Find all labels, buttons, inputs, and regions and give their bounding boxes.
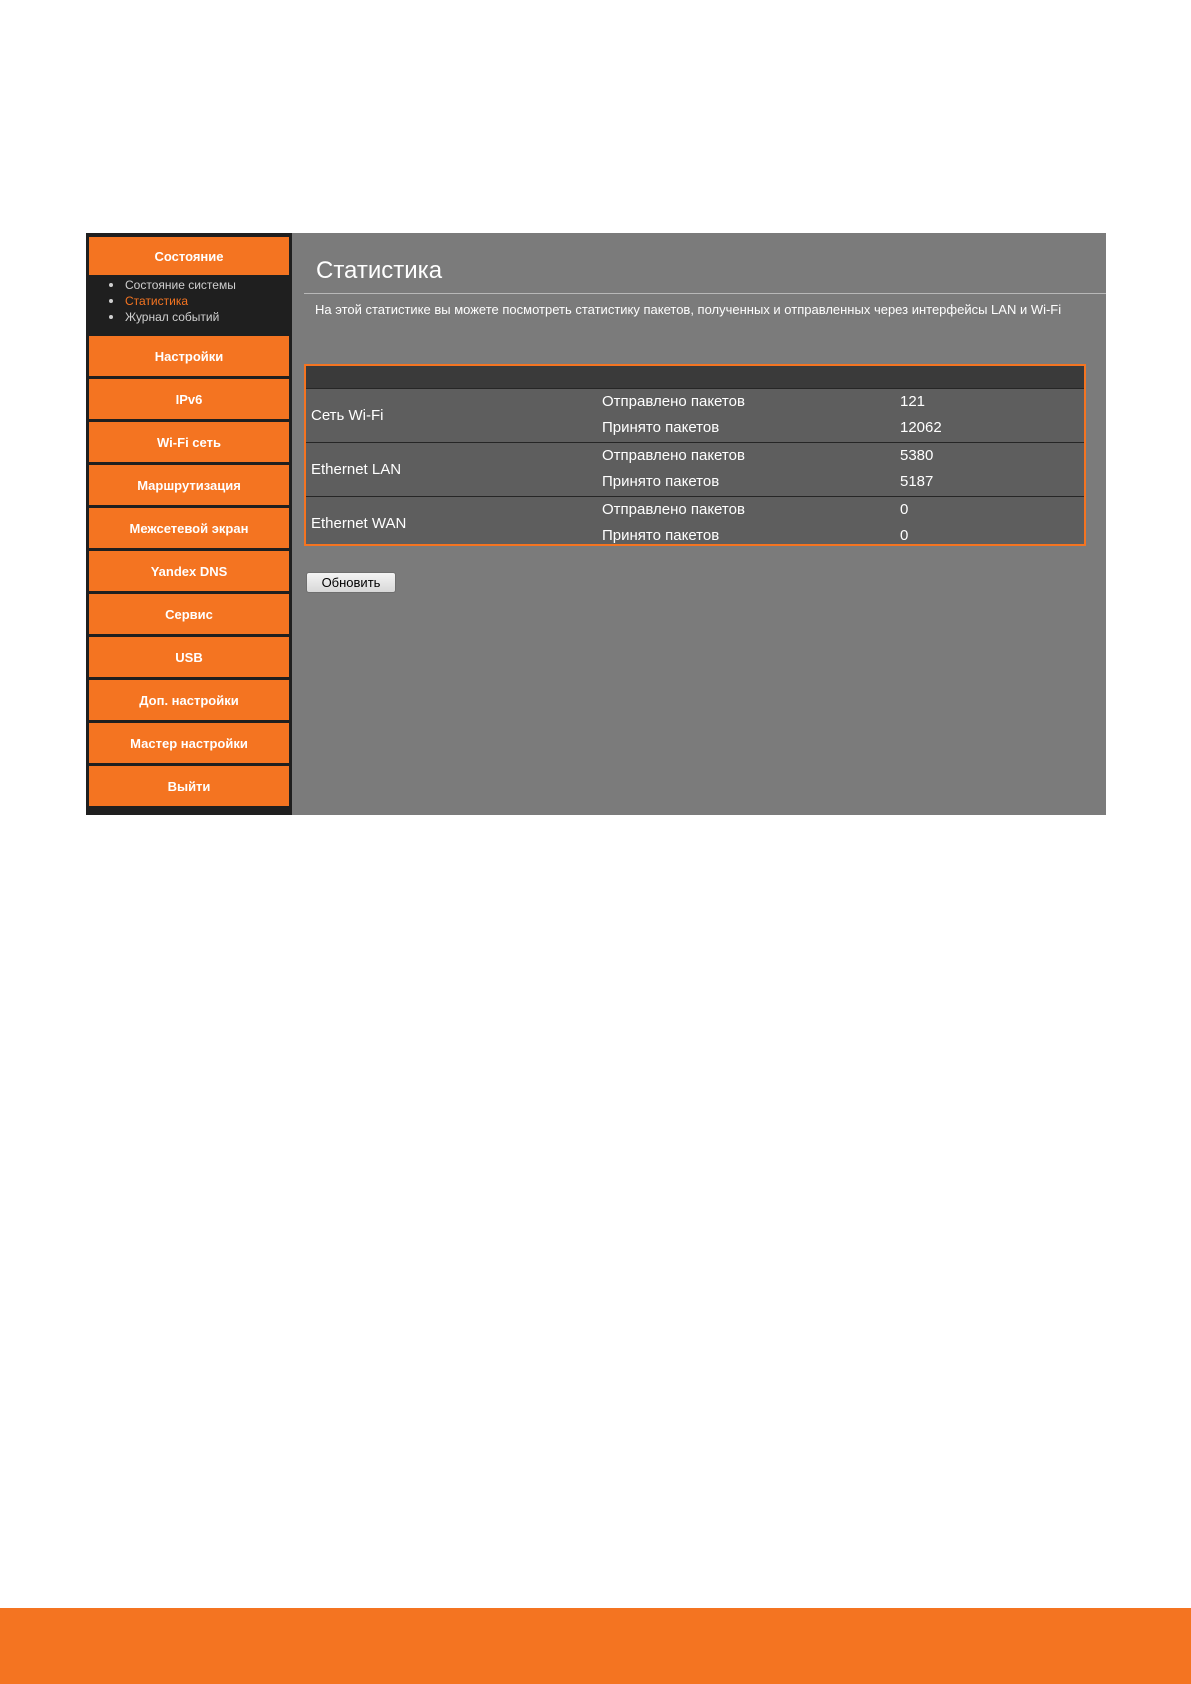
nav-firewall[interactable]: Межсетевой экран bbox=[89, 508, 289, 548]
metric-label: Принято пакетов bbox=[602, 419, 720, 436]
nav-settings[interactable]: Настройки bbox=[89, 336, 289, 376]
interface-name: Ethernet LAN bbox=[311, 461, 402, 478]
table-row-ethernet-wan bbox=[306, 496, 1084, 550]
page-description: На этой статистике вы можете посмотреть статистику пакетов, полученных и отправленных через интерфейсы LAN и Wi-Fi bbox=[315, 302, 1062, 317]
interface-name: Ethernet WAN bbox=[311, 515, 407, 532]
nav-status[interactable]: Состояние bbox=[89, 237, 289, 275]
metric-value: 0 bbox=[900, 527, 909, 544]
nav-advanced-settings[interactable]: Доп. настройки bbox=[89, 680, 289, 720]
page-title: Статистика bbox=[316, 257, 443, 284]
nav-logout[interactable]: Выйти bbox=[89, 766, 289, 806]
nav-yandex-dns[interactable]: Yandex DNS bbox=[89, 551, 289, 591]
metric-label: Отправлено пакетов bbox=[602, 393, 745, 410]
submenu-item-event-log[interactable]: Журнал событий bbox=[86, 309, 292, 325]
metric-label: Принято пакетов bbox=[602, 473, 720, 490]
nav-service[interactable]: Сервис bbox=[89, 594, 289, 634]
table-row-ethernet-lan bbox=[306, 442, 1084, 496]
nav-setup-wizard[interactable]: Мастер настройки bbox=[89, 723, 289, 763]
title-divider bbox=[304, 293, 1106, 294]
metric-value: 5187 bbox=[900, 473, 934, 490]
nav-ipv6[interactable]: IPv6 bbox=[89, 379, 289, 419]
interface-name: Сеть Wi-Fi bbox=[311, 407, 384, 424]
submenu-item-system-status[interactable]: Состояние системы bbox=[86, 277, 292, 293]
metric-label: Отправлено пакетов bbox=[602, 447, 745, 464]
main-content bbox=[292, 233, 1106, 815]
statistics-table bbox=[304, 364, 1086, 546]
metric-value: 12062 bbox=[900, 419, 942, 436]
table-header bbox=[306, 366, 1084, 388]
metric-label: Отправлено пакетов bbox=[602, 501, 745, 518]
metric-value: 121 bbox=[900, 393, 926, 410]
table-row-wifi bbox=[306, 388, 1084, 442]
status-submenu bbox=[86, 277, 292, 325]
submenu-item-statistics[interactable]: Статистика bbox=[86, 293, 292, 309]
refresh-button[interactable]: Обновить bbox=[306, 572, 396, 593]
metric-value: 0 bbox=[900, 501, 909, 518]
footer-band bbox=[0, 1608, 1191, 1684]
nav-routing[interactable]: Маршрутизация bbox=[89, 465, 289, 505]
nav-wifi[interactable]: Wi-Fi сеть bbox=[89, 422, 289, 462]
router-admin-window bbox=[86, 233, 1106, 815]
metric-value: 5380 bbox=[900, 447, 934, 464]
metric-label: Принято пакетов bbox=[602, 527, 720, 544]
nav-usb[interactable]: USB bbox=[89, 637, 289, 677]
sidebar bbox=[86, 233, 292, 815]
